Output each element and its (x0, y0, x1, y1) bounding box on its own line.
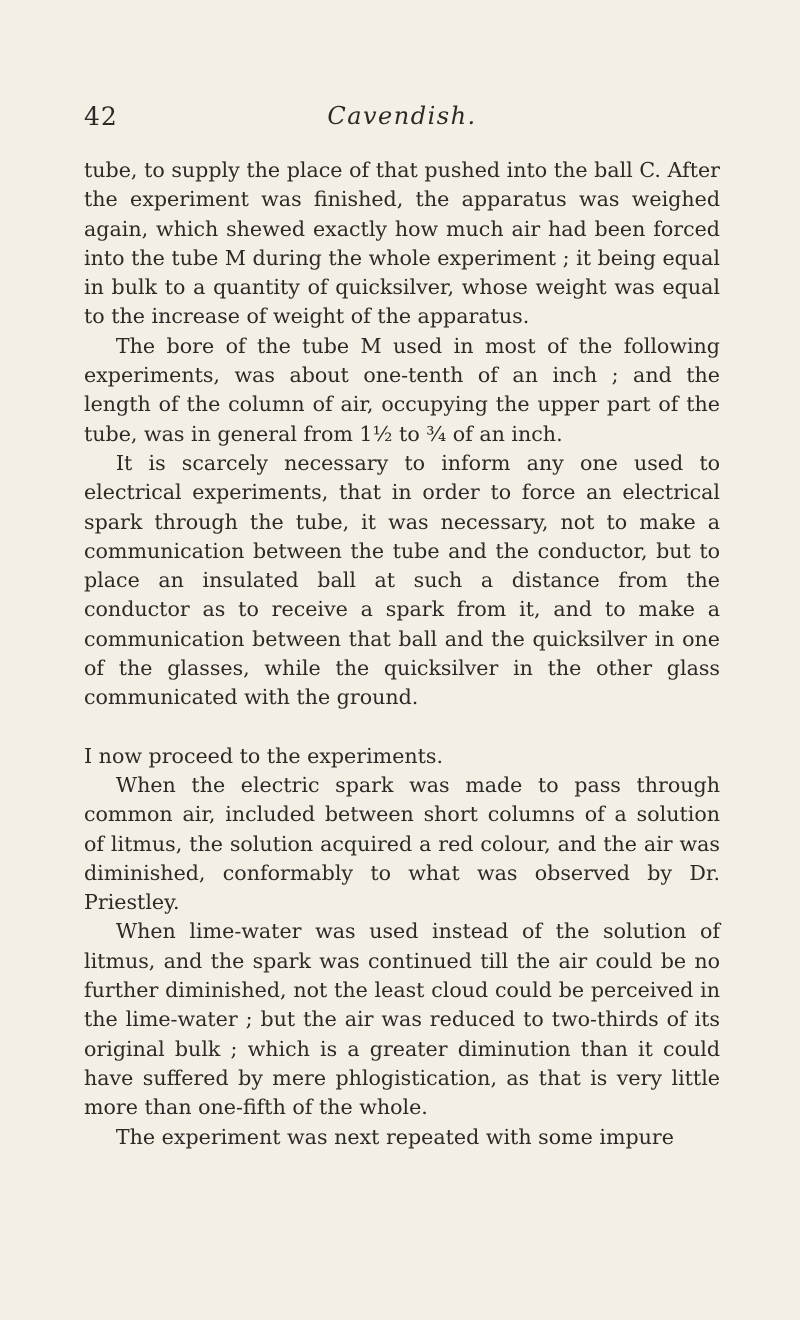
paragraph-6: When lime-water was used instead of the solution of litmus, and the spark was continued till the air could be no further diminished, not the least cloud could be perceived in the lime-water ; but the air was reduced to two-thirds of its original bulk ; which is a greater diminution than it could have suffered by mere phlogistication, as that is very little more than one-fifth of the whole. (84, 919, 720, 1120)
page-number: 42 (84, 102, 118, 131)
paragraph-7: The experiment was next repeated with some impure (115, 1124, 674, 1149)
running-title: Cavendish. (327, 102, 477, 130)
book-page (84, 94, 720, 1152)
paragraph-3: It is scarcely necessary to inform any one used to electrical experiments, that in order to force an electrical spark through the tube, it was necessary, not to make a communication between the tube and the conductor, but to place an insulated ball at such a distance from the conductor as to receive a spark from it, and to make a communication between that ball and the quicksilver in one of the glasses, while the quicksilver in the other glass communicated with the ground. (84, 450, 720, 710)
paragraph-2: The bore of the tube M used in most of the following experiments, was about one-tenth of an inch ; and the length of the column of air, occupying the upper part of the tube, was in general from 1½ to ¾ of an inch. (84, 333, 720, 446)
paragraph-4: I now proceed to the experiments. (84, 743, 444, 768)
running-head (84, 94, 720, 138)
body-text (84, 156, 720, 1152)
paragraph-1: tube, to supply the place of that pushed into the ball C. After the experiment was finished, the apparatus was weighed again, which shewed exactly how much air had been forced into the tube M during the whole experiment ; it being equal in bulk to a quantity of quicksilver, whose weight was equal to the increase of weight of the apparatus. (84, 158, 720, 329)
paragraph-5: When the electric spark was made to pass through common air, included between short columns of a solution of litmus, the solution acquired a red colour, and the air was diminished, conformably to what was observed by Dr. Priestley. (84, 772, 720, 915)
